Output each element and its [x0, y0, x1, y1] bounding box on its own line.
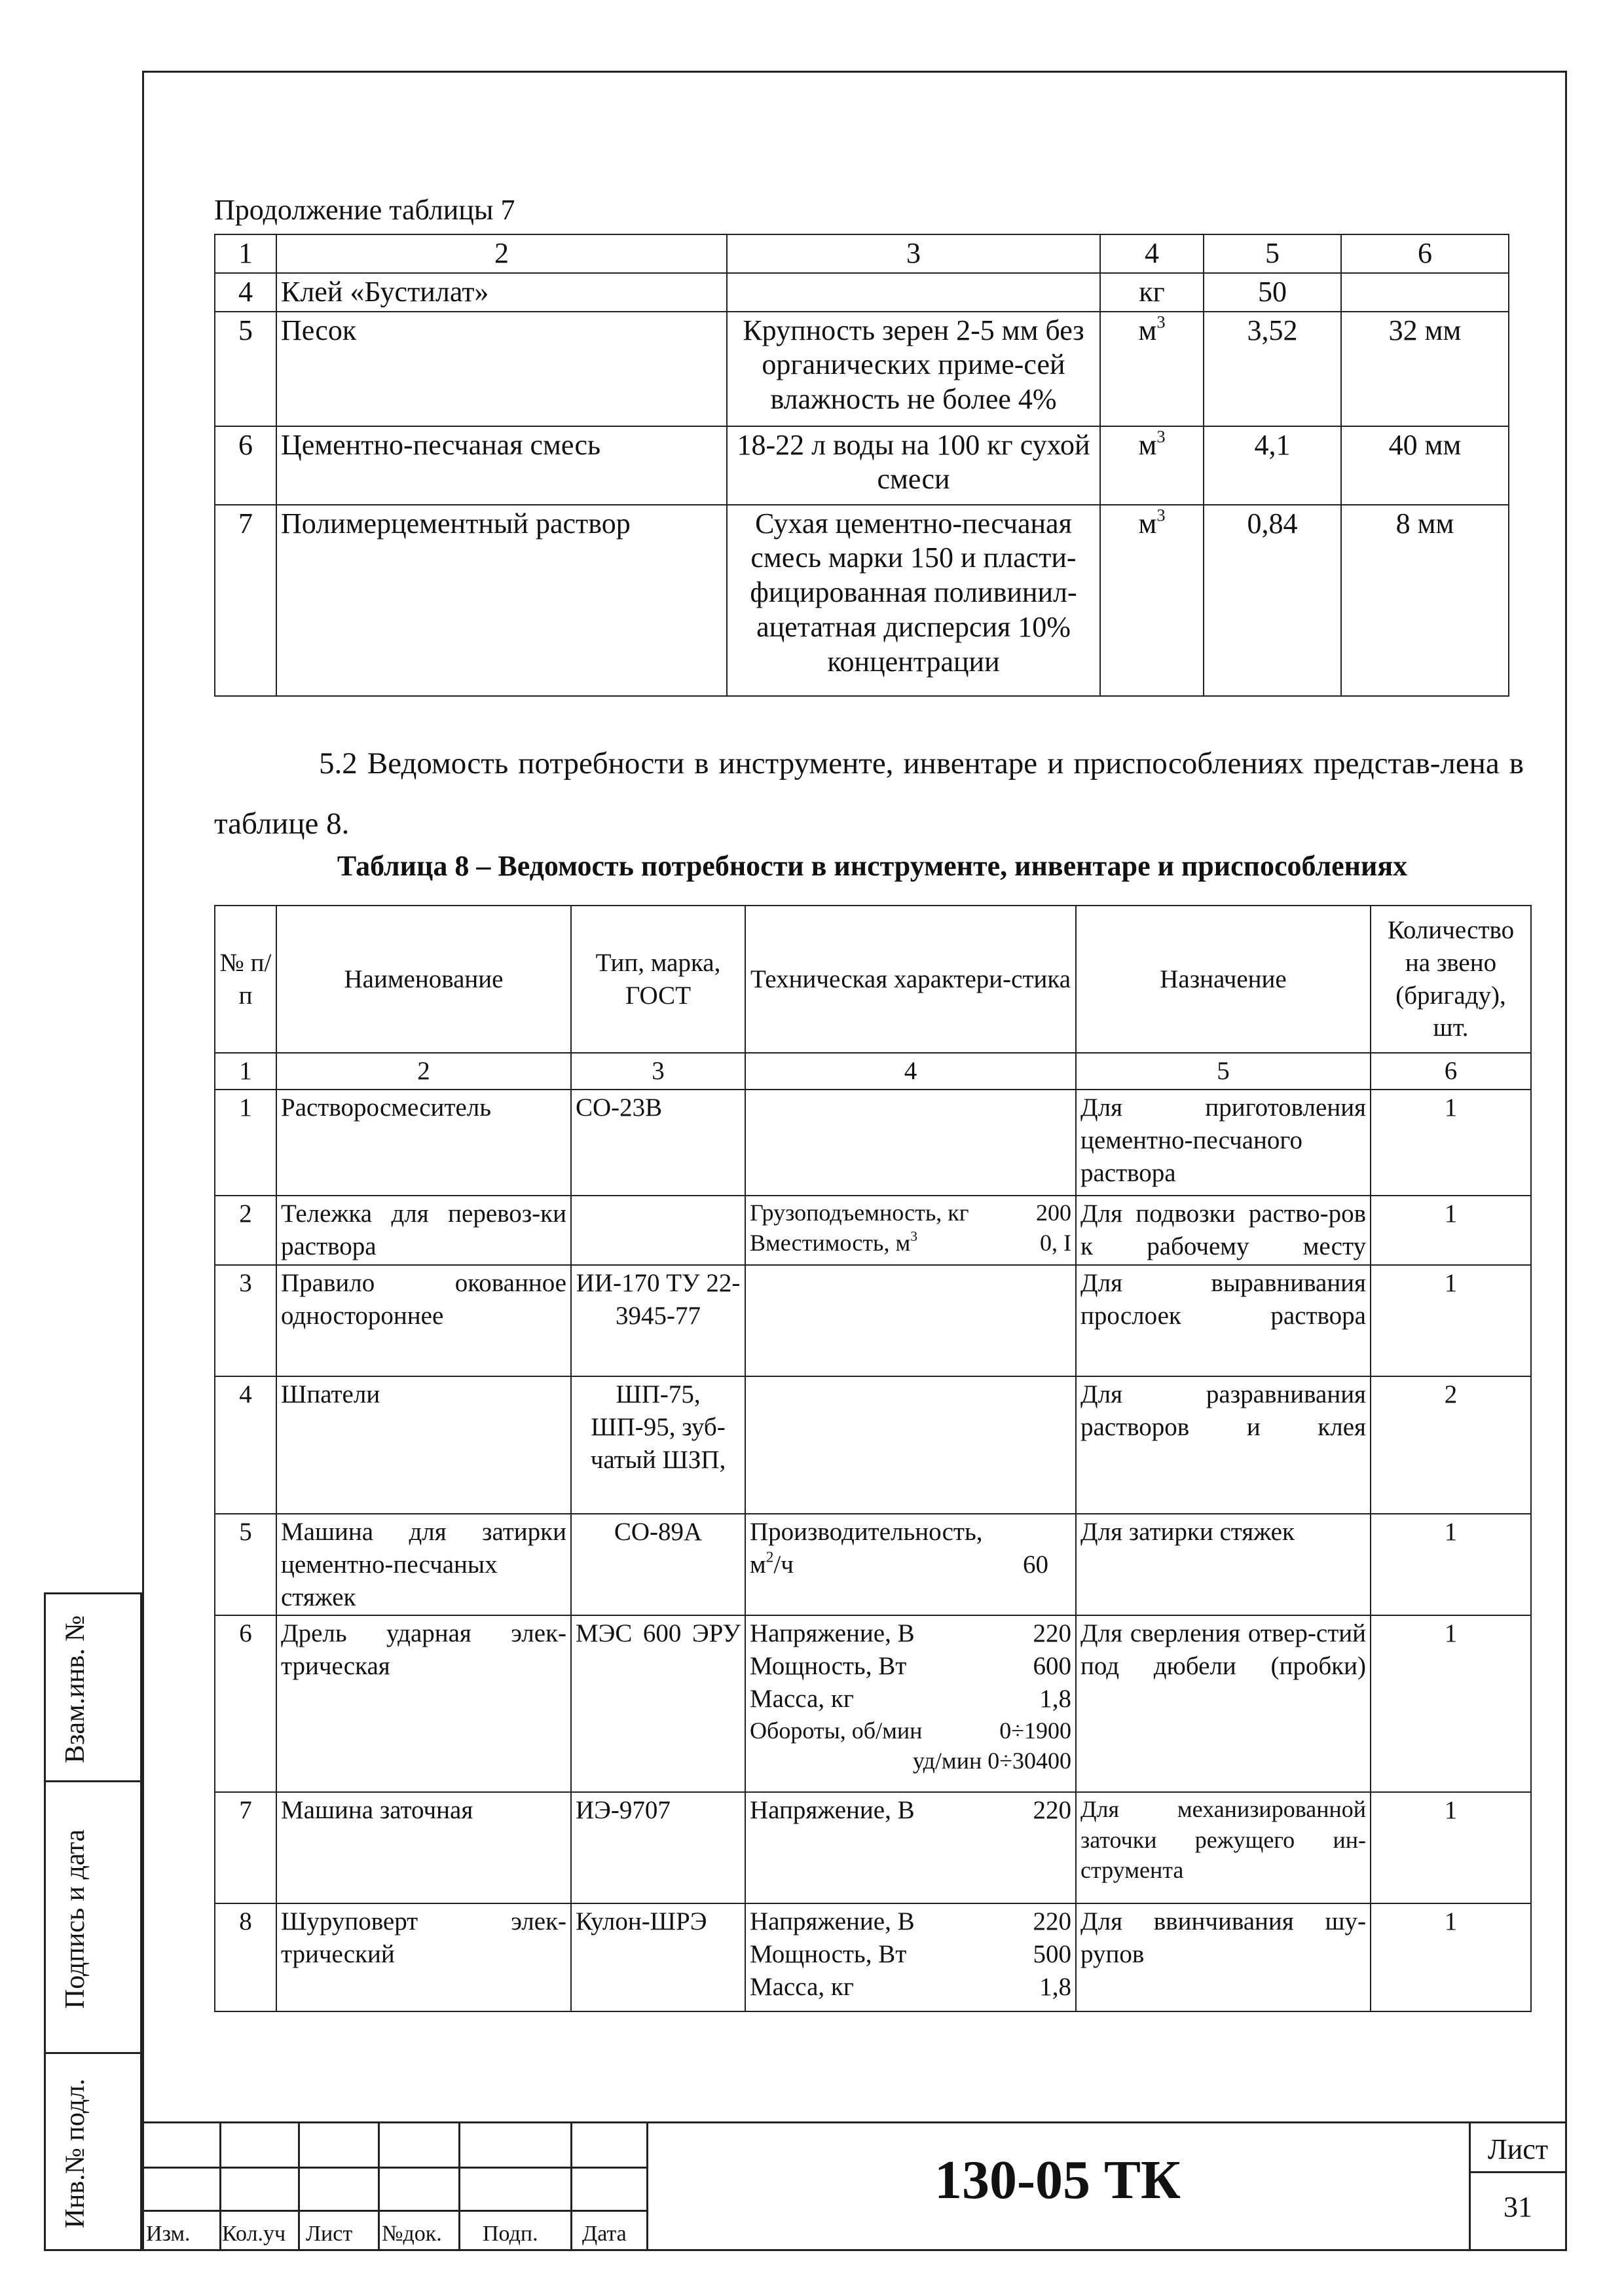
tech-label: Масса, кг	[750, 1685, 854, 1714]
tool-name: Шпатели	[276, 1376, 571, 1514]
stamp-grid-line	[378, 2123, 380, 2251]
tool-tech	[745, 1265, 1076, 1376]
material-qty: 50	[1204, 273, 1341, 312]
material-unit	[1100, 505, 1204, 696]
tech-label	[750, 1549, 794, 1581]
material-note: 8 мм	[1341, 505, 1509, 696]
tech-label: Масса, кг	[750, 1973, 854, 2002]
row-number: 6	[215, 1615, 276, 1792]
tool-name: Дрель ударная элек-трическая	[276, 1615, 571, 1792]
margin-inv-label: Инв.№ подл.	[60, 2078, 90, 2229]
tech-label: уд/мин	[912, 1748, 982, 1774]
tool-name: Тележка для перевоз-ки раствора	[276, 1196, 571, 1265]
tech-label: Мощность, Вт	[750, 1652, 907, 1681]
table8-header-row	[215, 906, 1531, 1053]
tech-label-suffix: /ч	[773, 1550, 794, 1579]
sheet-label: Лист	[1487, 2133, 1549, 2165]
tech-label: Мощность, Вт	[750, 1940, 907, 1969]
tech-label: Обороты, об/мин	[750, 1717, 923, 1744]
table-row	[215, 1196, 1531, 1265]
col-number: 4	[745, 1053, 1076, 1090]
col-number: 3	[571, 1053, 745, 1090]
col-number: 6	[1371, 1053, 1531, 1090]
row-number: 7	[215, 1792, 276, 1903]
tool-count: 1	[1371, 1196, 1531, 1265]
material-note: 32 мм	[1341, 312, 1509, 426]
table-row	[215, 1903, 1531, 2011]
header-tech: Техническая характери-стика	[745, 906, 1076, 1053]
unit-base: м	[1138, 314, 1157, 346]
tool-purpose: Для разравнивания растворов и клея	[1076, 1376, 1371, 1514]
table8-title: Таблица 8 – Ведомость потребности в инструменте, инвентаре и приспособлениях	[337, 850, 1408, 882]
material-unit: кг	[1100, 273, 1204, 312]
row-number: 6	[215, 426, 276, 505]
table-row	[215, 1090, 1531, 1196]
margin-vzam-cell	[44, 1592, 142, 1782]
header-name: Наименование	[276, 906, 571, 1053]
unit-base: м	[1138, 507, 1157, 540]
tool-tech	[745, 1792, 1076, 1903]
material-qty: 3,52	[1204, 312, 1341, 426]
tech-value: 500	[1033, 1940, 1071, 1969]
stamp-col-izm: Изм.	[146, 2222, 191, 2246]
table7-col-num: 6	[1341, 234, 1509, 273]
tool-count: 1	[1371, 1514, 1531, 1616]
tool-name: Шуруповерт элек-трический	[276, 1903, 571, 2011]
tool-name: Правило окованное одностороннее	[276, 1265, 571, 1376]
tool-tech	[745, 1196, 1076, 1265]
tech-line	[750, 1971, 1071, 2004]
tech-label: Грузоподъемность, кг	[750, 1199, 969, 1226]
tech-value: 220	[1033, 1619, 1071, 1648]
tech-label-exponent: 3	[910, 1228, 918, 1244]
table-row	[215, 505, 1509, 696]
table8-number-row	[215, 1053, 1531, 1090]
tool-purpose: Для механизированной заточки режущего ин-струмента	[1076, 1792, 1371, 1903]
row-number: 7	[215, 505, 276, 696]
tech-line	[750, 1746, 1071, 1776]
material-name: Песок	[276, 312, 727, 426]
row-number: 3	[215, 1265, 276, 1376]
tech-line	[750, 1617, 1071, 1650]
col-number: 5	[1076, 1053, 1371, 1090]
tech-line	[750, 1938, 1071, 1971]
table-row	[215, 426, 1509, 505]
tool-purpose: Для выравнивания прослоек раствора	[1076, 1265, 1371, 1376]
header-purpose: Назначение	[1076, 906, 1371, 1053]
row-number: 8	[215, 1903, 276, 2011]
tool-tech	[745, 1090, 1076, 1196]
tech-label	[750, 1228, 917, 1258]
stamp-col-data: Дата	[582, 2222, 627, 2246]
row-number: 2	[215, 1196, 276, 1265]
stamp-grid-line	[458, 2123, 460, 2251]
col-number: 1	[215, 1053, 276, 1090]
material-desc: 18-22 л воды на 100 кг сухой смеси	[727, 426, 1100, 505]
material-qty: 4,1	[1204, 426, 1341, 505]
tech-value: 0÷30400	[987, 1748, 1071, 1774]
unit-exponent: 3	[1156, 505, 1166, 525]
col-number: 2	[276, 1053, 571, 1090]
row-number: 5	[215, 312, 276, 426]
tool-type: СО-23В	[571, 1090, 745, 1196]
tool-purpose: Для приготовления цементно-песчаного раствора	[1076, 1090, 1371, 1196]
material-qty: 0,84	[1204, 505, 1341, 696]
margin-inv-cell	[44, 2052, 142, 2251]
stamp-col-podp: Подп.	[483, 2222, 538, 2246]
tech-value: 0÷1900	[999, 1717, 1071, 1744]
tech-line	[750, 1905, 1071, 1938]
row-number: 5	[215, 1514, 276, 1616]
tool-name: Машина заточная	[276, 1792, 571, 1903]
tool-type: ИЭ-9707	[571, 1792, 745, 1903]
margin-vzam-label: Взам.инв. №	[60, 1615, 90, 1764]
tech-line	[750, 1683, 1071, 1715]
tool-purpose: Для сверления отвер-стий под дюбели (пробки)	[1076, 1615, 1371, 1792]
material-desc: Сухая цементно-песчаная смесь марки 150 и пласти-фицированная поливинил-ацетатная дисперсия 10% концентрации	[727, 505, 1100, 696]
tool-tech	[745, 1514, 1076, 1616]
tech-line	[750, 1228, 1071, 1258]
tech-value: 220	[1033, 1907, 1071, 1936]
stamp-grid-line	[1469, 2171, 1567, 2173]
tech-label-base: Вместимость, м	[750, 1229, 911, 1256]
tech-label: Напряжение, В	[750, 1907, 915, 1936]
tech-line	[750, 1549, 1071, 1581]
document-code: 130-05 ТК	[934, 2150, 1181, 2210]
table-row	[215, 312, 1509, 426]
tool-tech	[745, 1903, 1076, 2011]
tool-count: 1	[1371, 1265, 1531, 1376]
tech-value: 600	[1033, 1652, 1071, 1681]
stamp-grid-line	[570, 2123, 572, 2251]
table7-col-num: 2	[276, 234, 727, 273]
row-number: 1	[215, 1090, 276, 1196]
tool-purpose: Для затирки стяжек	[1076, 1514, 1371, 1616]
table-row	[215, 1514, 1531, 1616]
stamp-grid-line	[219, 2123, 221, 2251]
section-5-2-paragraph: 5.2 Ведомость потребности в инструменте, инвентаре и приспособлениях представ-лена в таблице 8.	[214, 746, 1524, 841]
row-number: 4	[215, 1376, 276, 1514]
tech-line: Производительность,	[750, 1517, 983, 1546]
material-name: Полимерцементный раствор	[276, 505, 727, 696]
tool-tech	[745, 1615, 1076, 1792]
table-row	[215, 1376, 1531, 1514]
tech-value: 1,8	[1039, 1973, 1071, 2002]
header-count: Количество на звено (бригаду), шт.	[1371, 906, 1531, 1053]
material-name: Клей «Бустилат»	[276, 273, 727, 312]
row-number: 4	[215, 273, 276, 312]
tech-label-base: м	[750, 1550, 766, 1579]
tool-type	[571, 1196, 745, 1265]
tool-type: Кулон-ШРЭ	[571, 1903, 745, 2011]
tech-line	[750, 1715, 1071, 1746]
table7	[214, 234, 1509, 697]
tool-purpose: Для ввинчивания шу-рупов	[1076, 1903, 1371, 2011]
material-desc: Крупность зерен 2-5 мм без органических приме-сей влажность не более 4%	[727, 312, 1100, 426]
table8	[214, 905, 1532, 2012]
tech-value: 0, I	[1040, 1229, 1071, 1256]
tech-line	[750, 1198, 1071, 1228]
tool-count: 1	[1371, 1615, 1531, 1792]
margin-podpis-cell	[44, 1780, 142, 2054]
unit-exponent: 3	[1156, 426, 1166, 447]
tech-value: 1,8	[1039, 1685, 1071, 1714]
tool-count: 1	[1371, 1090, 1531, 1196]
unit-base: м	[1138, 428, 1157, 461]
stamp-grid-line	[298, 2123, 300, 2251]
material-name: Цементно-песчаная смесь	[276, 426, 727, 505]
table7-col-num: 4	[1100, 234, 1204, 273]
tool-type: ИИ-170 ТУ 22-3945-77	[571, 1265, 745, 1376]
tech-line	[750, 1650, 1071, 1683]
tool-count: 1	[1371, 1903, 1531, 2011]
tool-type: ШП-75, ШП-95, зуб-чатый ШЗП,	[571, 1376, 745, 1514]
table7-header-row	[215, 234, 1509, 273]
table7-col-num: 5	[1204, 234, 1341, 273]
tech-label: Напряжение, В	[750, 1619, 915, 1648]
tool-tech	[745, 1376, 1076, 1514]
unit-exponent: 3	[1156, 312, 1166, 332]
material-note: 40 мм	[1341, 426, 1509, 505]
stamp-col-ndok: №док.	[382, 2222, 442, 2246]
header-type: Тип, марка, ГОСТ	[571, 906, 745, 1053]
table7-caption: Продолжение таблицы 7	[214, 194, 515, 226]
title-block	[142, 2121, 1567, 2251]
tech-label: Напряжение, В	[750, 1796, 915, 1825]
table-row	[215, 1615, 1531, 1792]
table-row	[215, 1792, 1531, 1903]
table7-col-num: 1	[215, 234, 276, 273]
tech-value: 220	[1033, 1796, 1071, 1825]
tool-purpose: Для подвозки раство-ров к рабочему месту	[1076, 1196, 1371, 1265]
tool-type: СО-89А	[571, 1514, 745, 1616]
header-number: № п/п	[215, 906, 276, 1053]
tool-name: Растворосмеситель	[276, 1090, 571, 1196]
material-desc	[727, 273, 1100, 312]
tech-value: 200	[1036, 1199, 1071, 1226]
stamp-col-list: Лист	[306, 2222, 353, 2246]
margin-podpis-label: Подпись и дата	[60, 1829, 90, 2009]
table7-col-num: 3	[727, 234, 1100, 273]
tech-value: 60	[1023, 1550, 1048, 1579]
tool-count: 2	[1371, 1376, 1531, 1514]
material-note	[1341, 273, 1509, 312]
tool-type: МЭС 600 ЭРУ	[571, 1615, 745, 1792]
material-unit	[1100, 426, 1204, 505]
tool-name: Машина для затирки цементно-песчаных стяжек	[276, 1514, 571, 1616]
table-row	[215, 1265, 1531, 1376]
sheet-number: 31	[1504, 2191, 1532, 2223]
table-row	[215, 273, 1509, 312]
tool-count: 1	[1371, 1792, 1531, 1903]
tech-line	[750, 1794, 1071, 1827]
stamp-col-kol: Кол.уч	[222, 2222, 286, 2246]
material-unit	[1100, 312, 1204, 426]
tech-label-exponent: 2	[766, 1549, 774, 1566]
